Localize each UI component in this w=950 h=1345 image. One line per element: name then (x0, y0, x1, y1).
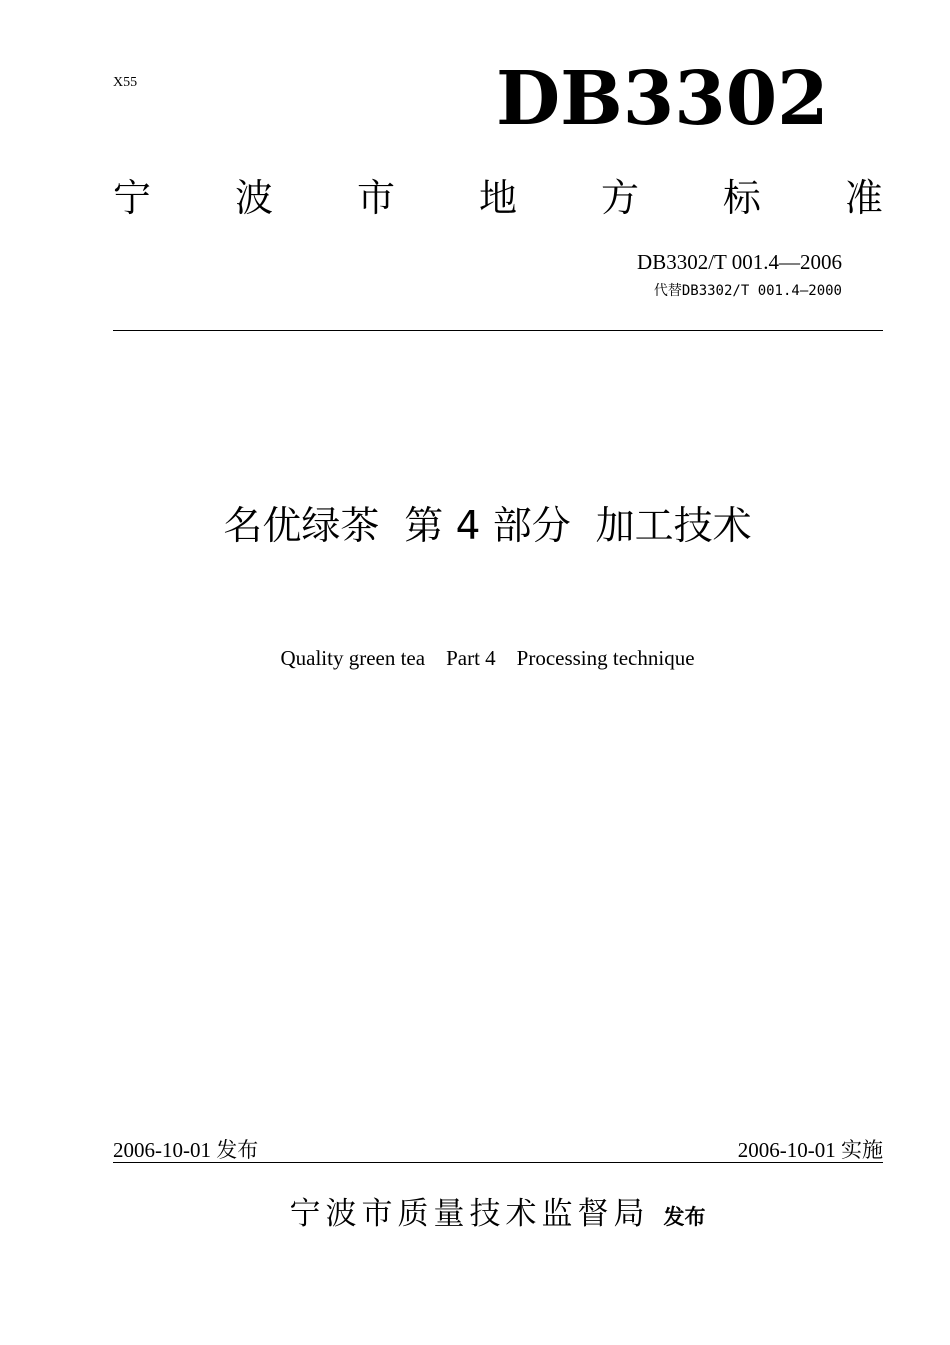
title-cn-part1: 名优绿茶 (223, 504, 380, 549)
standard-type-char: 准 (844, 176, 883, 220)
title-cn-part2: 第 4 部分 (404, 504, 571, 549)
standard-type-char: 市 (356, 176, 395, 220)
standard-type-char: 波 (234, 176, 273, 220)
title-cn-part3: 加工技术 (595, 504, 752, 549)
issuer-suffix: 发布 (663, 1205, 706, 1229)
standard-type-char: 方 (600, 176, 639, 220)
document-title-en: Quality green tea Part 4 Processing technique (280, 646, 695, 670)
replaces-standard: 代替DB3302/T 001.4—2000 (653, 283, 842, 299)
standard-number: DB3302/T 001.4—2006 (637, 250, 842, 274)
classification-code: X55 (113, 75, 138, 90)
document-title-cn (0, 504, 950, 551)
standard-type-char: 地 (478, 176, 517, 220)
standard-type-title (113, 178, 883, 220)
issuer-name: 宁波市质量技术监督局 (289, 1196, 650, 1232)
header-divider (113, 330, 883, 331)
standard-type-char: 标 (722, 176, 761, 220)
issue-date: 2006-10-01 发布 (113, 1138, 259, 1162)
implementation-date: 2006-10-01 实施 (737, 1138, 883, 1162)
issuer-line (0, 1196, 950, 1233)
standard-code: DB3302 (496, 56, 829, 142)
footer-divider (113, 1162, 883, 1163)
standard-type-char: 宁 (113, 176, 152, 220)
